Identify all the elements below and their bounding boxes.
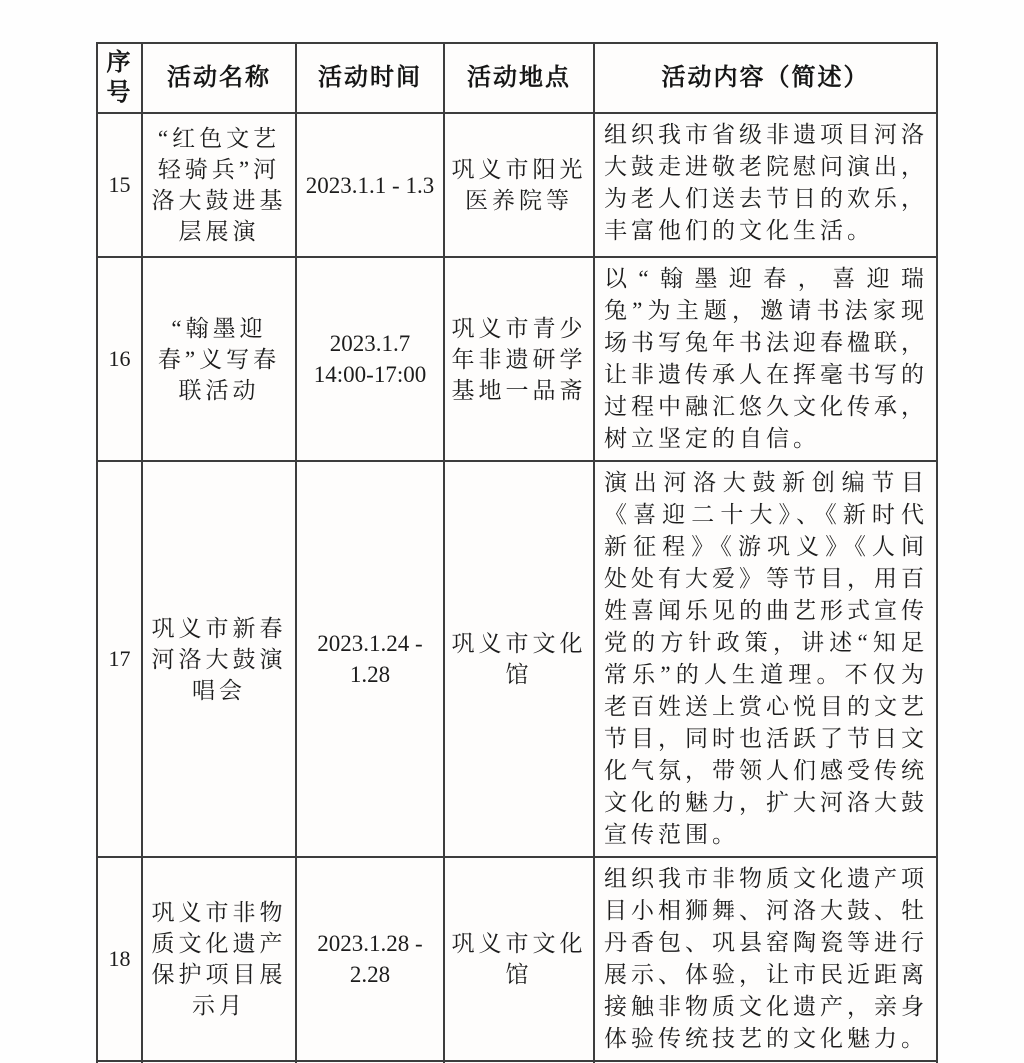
table-row (97, 461, 937, 857)
row-number: 17 (97, 461, 142, 857)
header-cell-no: 序号 (97, 43, 142, 113)
activity-content: 以“翰墨迎春，喜迎瑞兔”为主题，邀请书法家现场书写兔年书法迎春楹联，让非遗传承人在挥毫书写的过程中融汇悠久文化传承，树立坚定的自信。 (594, 257, 937, 461)
activity-content: 组织我市非物质文化遗产项目小相狮舞、河洛大鼓、牡丹香包、巩县窑陶瓷等进行展示、体验，让市民近距离接触非物质文化遗产，亲身体验传统技艺的文化魅力。 (594, 857, 937, 1061)
activity-location: 巩义市青少年非遗研学基地一品斋 (444, 257, 594, 461)
row-number: 16 (97, 257, 142, 461)
activity-location: 巩义市文化馆 (444, 461, 594, 857)
activity-content: 演出河洛大鼓新创编节目《喜迎二十大》、《新时代 新征程》《游巩义》《人间处处有大爱》等节目，用百姓喜闻乐见的曲艺形式宣传党的方针政策，讲述“知足常乐”的人生道理。不仅为老百姓送上赏心悦目的文艺节目，同时也活跃了节日文化气氛，带领人们感受传统文化的魅力，扩大河洛大鼓宣传范围。 (594, 461, 937, 857)
table-row (97, 257, 937, 461)
table-row (97, 113, 937, 257)
activity-time: 2023.1.28 - 2.28 (296, 857, 444, 1061)
activity-time: 2023.1.24 - 1.28 (296, 461, 444, 857)
header-cell-time: 活动时间 (296, 43, 444, 113)
activity-table (96, 42, 938, 1063)
header-cell-content: 活动内容（简述） (594, 43, 937, 113)
activity-name: 巩义市新春河洛大鼓演唱会 (142, 461, 296, 857)
activity-time: 2023.1.1 - 1.3 (296, 113, 444, 257)
header-cell-name: 活动名称 (142, 43, 296, 113)
activity-time: 2023.1.7 14:00-17:00 (296, 257, 444, 461)
table-row (97, 857, 937, 1061)
activity-name: “红色文艺轻骑兵”河洛大鼓进基层展演 (142, 113, 296, 257)
row-number: 18 (97, 857, 142, 1061)
header-cell-location: 活动地点 (444, 43, 594, 113)
activity-location: 巩义市文化馆 (444, 857, 594, 1061)
activity-location: 巩义市阳光医养院等 (444, 113, 594, 257)
activity-name: 巩义市非物质文化遗产保护项目展示月 (142, 857, 296, 1061)
activity-content: 组织我市省级非遗项目河洛大鼓走进敬老院慰问演出，为老人们送去节日的欢乐，丰富他们的文化生活。 (594, 113, 937, 257)
table-header-row (97, 43, 937, 113)
row-number: 15 (97, 113, 142, 257)
activity-name: “翰墨迎春”义写春联活动 (142, 257, 296, 461)
